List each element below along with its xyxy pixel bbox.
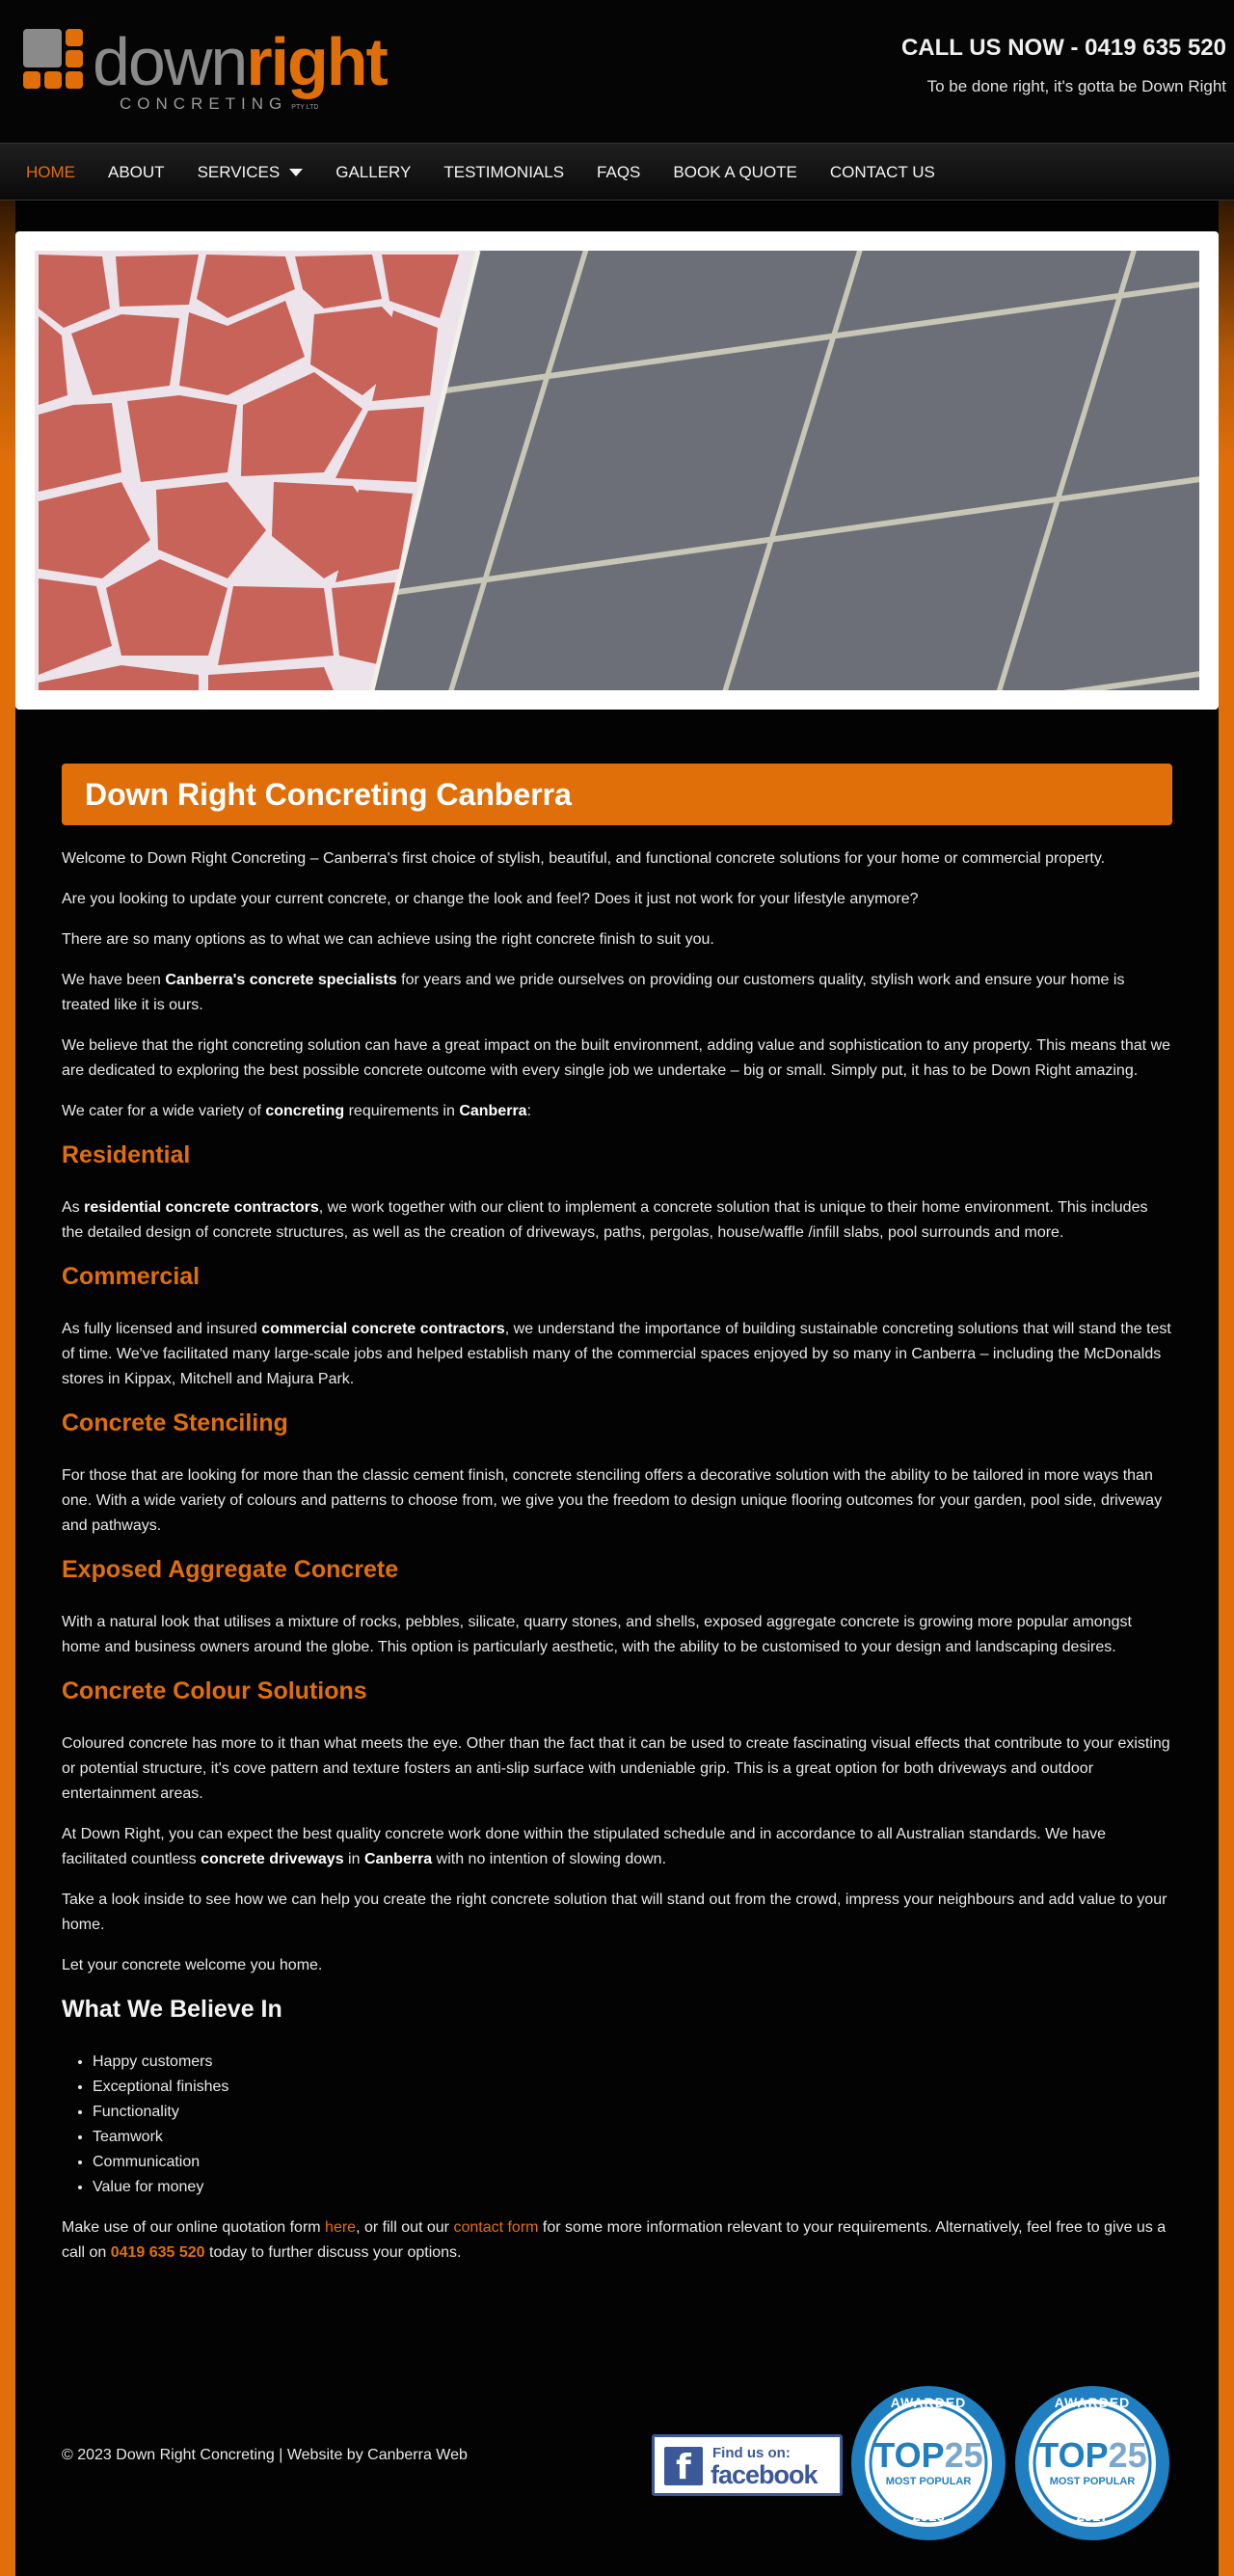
facebook-badge[interactable] bbox=[652, 2434, 843, 2496]
tagline: To be done right, it's gotta be Down Right bbox=[926, 77, 1226, 95]
specialists-paragraph: We have been Canberra's concrete specialists for years and we pride ourselves on providing our customers quality, stylish work and ensure your home is treated like it is ours. bbox=[62, 972, 1125, 1013]
nav-about[interactable]: ABOUT bbox=[108, 163, 165, 181]
nav-contact-us[interactable]: CONTACT US bbox=[829, 163, 935, 181]
nav-book-a-quote[interactable]: BOOK A QUOTE bbox=[673, 163, 797, 181]
exposed-aggregate-paragraph: With a natural look that utilises a mixture of rocks, pebbles, silicate, quarry stones, and shells, exposed aggregate concrete is growing more popular amongst home and business owners around the globe. This option is particularly aesthetic, with the ability to be customised to your design and landscaping desires. bbox=[62, 1614, 1132, 1655]
hero-banner bbox=[15, 231, 1219, 710]
believe-list bbox=[93, 2050, 1172, 2200]
nav-home[interactable]: HOME bbox=[26, 163, 75, 181]
list-item: • Communication bbox=[93, 2150, 1172, 2175]
cta-paragraph: Make use of our online quotation form here, or fill out our contact form for some more information relevant to your requirements. Alternatively, feel free to give us a call on 0419 635 520 today to further discuss your options. bbox=[62, 2219, 1167, 2261]
residential-paragraph: As residential concrete contractors, we work together with our client to implement a concrete solution that is unique to their home environment. This includes the detailed design of concrete structures, as well as the creation of driveways, paths, pergolas, house/waffle /infill slabs, pool surrounds and more. bbox=[62, 1199, 1148, 1241]
options-paragraph: There are so many options as to what we can achieve using the right concrete finish to suit you. bbox=[62, 931, 714, 948]
stenciling-paragraph: For those that are looking for more than the classic cement finish, concrete stenciling offers a decorative solution with the ability to be tailored in more ways than one. With a wide variety of colours and patterns to choose from, we give you the freedom to design unique flooring outcomes for your garden, pool side, driveway and pathways. bbox=[62, 1467, 1163, 1534]
hero-concrete-image bbox=[35, 251, 1199, 690]
heading-what-we-believe: What We Believe In bbox=[62, 1996, 282, 2023]
update-paragraph: Are you looking to update your current concrete, or change the look and feel? Does it just not work for your lifestyle anymore? bbox=[62, 891, 919, 907]
page-title-bar bbox=[62, 764, 1172, 825]
award-badge-2016: AWARDED TOP25 MOST POPULAR 2016 bbox=[850, 2385, 1006, 2541]
colour-paragraph: Coloured concrete has more to it than what meets the eye. Other than the fact that it can be used to create fascinating visual effects that contribute to your existing or potential structure, it's cove pattern and texture fosters an anti-slip surface with undeniable grip. This is a great option for both driveways and outdoor entertainment areas. bbox=[62, 1735, 1170, 1802]
list-item: • Exceptional finishes bbox=[93, 2075, 1172, 2100]
site-header bbox=[0, 0, 1234, 143]
chevron-down-icon bbox=[289, 169, 303, 176]
heading-commercial: Commercial bbox=[62, 1263, 201, 1290]
nav-services[interactable]: SERVICES bbox=[181, 163, 320, 182]
heading-colour-solutions: Concrete Colour Solutions bbox=[62, 1677, 367, 1704]
list-item: • Teamwork bbox=[93, 2125, 1172, 2150]
standards-paragraph: At Down Right, you can expect the best quality concrete work done within the stipulated schedule and in accordance to all Australian standards. We have facilitated countless concrete driveways in Canberra with no intention of slowing down. bbox=[62, 1826, 1107, 1867]
heading-stenciling: Concrete Stenciling bbox=[62, 1409, 288, 1436]
commercial-paragraph: As fully licensed and insured commercial concrete contractors, we understand the importance of building sustainable concreting solutions that will stand the test of time. We've facilitated many large-scale jobs and helped establish many of the commercial spaces enjoyed by so many in Canberra – including the McDonalds stores in Kippax, Mitchell and Majura Park. bbox=[62, 1321, 1171, 1387]
call-now-phone[interactable]: CALL US NOW - 0419 635 520 bbox=[900, 35, 1226, 61]
main-content bbox=[62, 764, 1172, 2281]
intro-paragraph: Welcome to Down Right Concreting – Canberra's first choice of stylish, beautiful, and functional concrete solutions for your home or commercial property. bbox=[62, 850, 1106, 867]
nav-gallery[interactable]: GALLERY bbox=[335, 163, 412, 181]
facebook-icon: f bbox=[664, 2447, 703, 2485]
list-item: • Functionality bbox=[93, 2100, 1172, 2125]
look-inside-paragraph: Take a look inside to see how we can help you create the right concrete solution that will stand out from the crowd, impress your neighbours and add value to your home. bbox=[62, 1892, 1167, 1933]
logo-wordmark: downright bbox=[93, 24, 387, 99]
page-title: Down Right Concreting Canberra bbox=[85, 776, 572, 812]
nav-faqs[interactable]: FAQS bbox=[597, 163, 641, 181]
heading-residential: Residential bbox=[62, 1141, 191, 1168]
main-nav bbox=[0, 143, 1234, 201]
list-item: • Value for money bbox=[93, 2175, 1172, 2200]
cater-paragraph: We cater for a wide variety of concreting requirements in Canberra: bbox=[62, 1103, 532, 1119]
believe-paragraph: We believe that the right concreting solution can have a great impact on the built environment, adding value and sophistication to any property. This means that we are dedicated to exploring the best possible concrete outcome with every single job we undertake – big or small. Simply put, it has to be Down Right amazing. bbox=[62, 1037, 1171, 1079]
facebook-find-label: Find us on: bbox=[712, 2445, 791, 2461]
footer-copyright: © 2023 Down Right Concreting | Website by Canberra Web bbox=[62, 2447, 468, 2463]
welcome-paragraph: Let your concrete welcome you home. bbox=[62, 1957, 323, 1973]
nav-testimonials[interactable]: TESTIMONIALS bbox=[443, 163, 565, 181]
logo-subtitle: CONCRETING PTY LTD bbox=[120, 94, 319, 113]
award-badge-2017: AWARDED TOP25 MOST POPULAR 2017 bbox=[1014, 2385, 1170, 2541]
facebook-name: facebook bbox=[711, 2460, 818, 2489]
heading-exposed-aggregate: Exposed Aggregate Concrete bbox=[62, 1556, 399, 1583]
list-item: • Happy customers bbox=[93, 2050, 1172, 2075]
logo-grid-icon bbox=[23, 29, 85, 91]
logo[interactable] bbox=[23, 24, 428, 116]
contact-form-link[interactable]: contact form bbox=[453, 2219, 539, 2236]
quote-form-link[interactable]: here bbox=[325, 2219, 357, 2236]
phone-link[interactable]: 0419 635 520 bbox=[110, 2244, 205, 2261]
